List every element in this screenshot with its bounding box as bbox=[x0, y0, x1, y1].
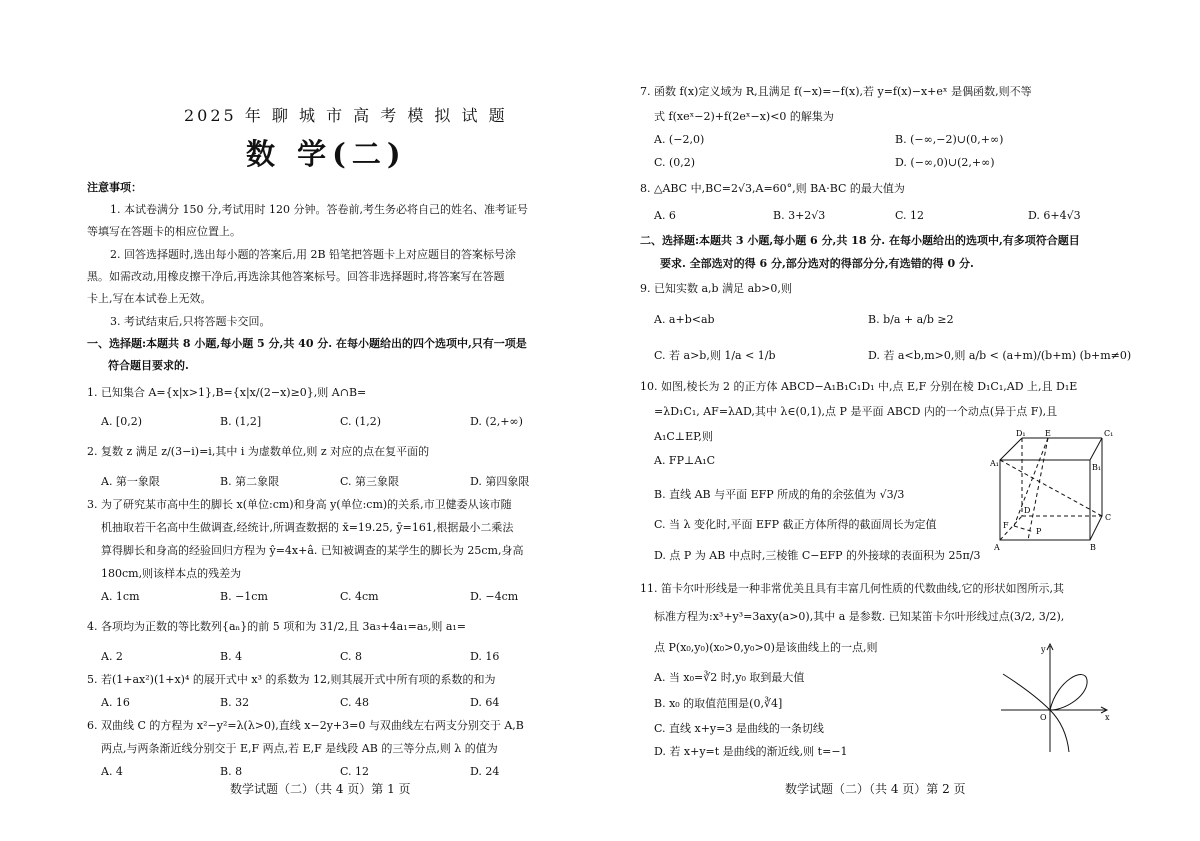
q4-option-b: B. 4 bbox=[220, 650, 243, 663]
q1-option-c: C. (1,2) bbox=[340, 415, 382, 428]
label-C: C bbox=[1105, 513, 1112, 522]
question-4-stem: 4. 各项均为正数的等比数列{aₙ}的前 5 项和为 31/2,且 3a₃+4a₁=a₅,则 a₁= bbox=[87, 620, 466, 633]
q8-option-b: B. 3+2√3 bbox=[773, 209, 826, 222]
cube-edge bbox=[1090, 516, 1102, 540]
page-footer: 数学试题（二）（共 4 页）第 1 页 bbox=[230, 782, 411, 796]
section2-heading: 二、选择题:本题共 3 小题,每小题 6 分,共 18 分. 在每小题给出的选项中,有多项符合题目 bbox=[640, 234, 1080, 247]
segment-FP bbox=[1014, 526, 1034, 532]
q6-option-d: D. 24 bbox=[470, 765, 500, 778]
label-E: E bbox=[1045, 429, 1051, 438]
q5-option-d: D. 64 bbox=[470, 696, 500, 709]
q11-option-d: D. 若 x+y=t 是曲线的渐近线,则 t=−1 bbox=[654, 745, 848, 758]
question-3-line: 机抽取若干名高中生做调查,经统计,所调查数据的 x̄=19.25, ȳ=161,根据最小二乘法 bbox=[101, 521, 514, 534]
question-10-line: 10. 如图,棱长为 2 的正方体 ABCD−A₁B₁C₁D₁ 中,点 E,F 分别在棱 D₁C₁,AD 上,且 D₁E bbox=[640, 380, 1078, 393]
q8-option-a: A. 6 bbox=[654, 209, 676, 222]
origin-label: O bbox=[1040, 713, 1047, 722]
question-11-line: 11. 笛卡尔叶形线是一种非常优美且具有丰富几何性质的代数曲线,它的形状如图所示,其 bbox=[640, 582, 1064, 595]
q2-option-b: B. 第二象限 bbox=[220, 475, 280, 488]
notice-line: 3. 考试结束后,只将答题卡交回。 bbox=[110, 315, 271, 328]
question-10-line: A₁C⊥EP,则 bbox=[654, 430, 713, 443]
q4-option-a: A. 2 bbox=[101, 650, 123, 663]
q9-option-c: C. 若 a>b,则 1/a < 1/b bbox=[654, 349, 776, 362]
label-B: B bbox=[1090, 543, 1096, 552]
question-6-line: 6. 双曲线 C 的方程为 x²−y²=λ(λ>0),直线 x−2y+3=0 与双曲线左右两支分别交于 A,B bbox=[87, 719, 524, 732]
segment-EP bbox=[1028, 438, 1048, 540]
label-A1: A₁ bbox=[990, 459, 999, 468]
folium-figure bbox=[995, 640, 1115, 756]
q4-option-c: C. 8 bbox=[340, 650, 363, 663]
cube-edge bbox=[1090, 438, 1102, 460]
question-8-stem: 8. △ABC 中,BC=2√3,A=60°,则 BA·BC 的最大值为 bbox=[640, 182, 905, 195]
q9-option-d: D. 若 a<b,m>0,则 a/b < (a+m)/(b+m) (b+m≠0) bbox=[868, 349, 1132, 362]
q7-option-a: A. (−2,0) bbox=[654, 133, 705, 146]
label-F: F bbox=[1003, 521, 1009, 530]
q3-option-a: A. 1cm bbox=[101, 590, 140, 603]
q10-option-d: D. 点 P 为 AB 中点时,三棱锥 C−EFP 的外接球的表面积为 25π/3 bbox=[654, 549, 981, 562]
q8-option-d: D. 6+4√3 bbox=[1028, 209, 1081, 222]
label-A: A bbox=[994, 543, 1000, 552]
diagonal-A1C bbox=[1000, 460, 1102, 516]
cube-edge bbox=[1000, 438, 1022, 460]
q2-option-c: C. 第三象限 bbox=[340, 475, 400, 488]
label-D: D bbox=[1024, 506, 1031, 515]
label-P: P bbox=[1036, 527, 1042, 536]
section1-heading: 一、选择题:本题共 8 小题,每小题 5 分,共 40 分. 在每小题给出的四个选项中,只有一项是 bbox=[87, 337, 527, 350]
q11-option-b: B. x₀ 的取值范围是(0,∛4] bbox=[654, 697, 783, 710]
question-11-line: 点 P(x₀,y₀)(x₀>0,y₀>0)是该曲线上的一点,则 bbox=[654, 641, 878, 654]
cube-figure bbox=[990, 428, 1150, 556]
notice-line: 1. 本试卷满分 150 分,考试用时 120 分钟。答卷前,考生务必将自己的姓名、准考证号 bbox=[110, 203, 528, 216]
question-9-stem: 9. 已知实数 a,b 满足 ab>0,则 bbox=[640, 282, 792, 295]
q4-option-d: D. 16 bbox=[470, 650, 500, 663]
label-D1: D₁ bbox=[1016, 429, 1026, 438]
q3-option-c: C. 4cm bbox=[340, 590, 379, 603]
q10-option-c: C. 当 λ 变化时,平面 EFP 截正方体所得的截面周长为定值 bbox=[654, 518, 937, 531]
question-10-line: =λD₁C₁, AF=λAD,其中 λ∈(0,1),点 P 是平面 ABCD 内的一个动点(异于点 F),且 bbox=[654, 405, 1058, 418]
exam-subject: 数 学(二) bbox=[246, 137, 407, 171]
question-6-line: 两点,与两条渐近线分别交于 E,F 两点,若 E,F 是线段 AB 的三等分点,则 λ 的值为 bbox=[101, 742, 498, 755]
cube-front-face bbox=[1000, 460, 1090, 540]
q10-option-b: B. 直线 AB 与平面 EFP 所成的角的余弦值为 √3/3 bbox=[654, 488, 905, 501]
q3-option-d: D. −4cm bbox=[470, 590, 519, 603]
exam-title: 2025 年 聊 城 市 高 考 模 拟 试 题 bbox=[184, 106, 508, 125]
q9-option-a: A. a+b<ab bbox=[654, 313, 715, 326]
section2-heading-cont: 要求. 全部选对的得 6 分,部分选对的得部分分,有选错的得 0 分. bbox=[660, 257, 974, 270]
q7-option-d: D. (−∞,0)∪(2,+∞) bbox=[895, 156, 995, 169]
q7-option-c: C. (0,2) bbox=[654, 156, 696, 169]
q7-option-b: B. (−∞,−2)∪(0,+∞) bbox=[895, 133, 1004, 146]
q6-option-c: C. 12 bbox=[340, 765, 370, 778]
notice-heading: 注意事项： bbox=[87, 181, 142, 194]
segment-EF bbox=[1014, 438, 1048, 526]
question-3-line: 180cm,则该样本点的残差为 bbox=[101, 567, 242, 580]
q5-option-a: A. 16 bbox=[101, 696, 130, 709]
q2-option-a: A. 第一象限 bbox=[101, 475, 160, 488]
question-7-line: 7. 函数 f(x)定义域为 R,且满足 f(−x)=−f(x),若 y=f(x)−x+eˣ 是偶函数,则不等 bbox=[640, 85, 1032, 98]
q11-option-a: A. 当 x₀=∛2 时,y₀ 取到最大值 bbox=[654, 671, 805, 684]
section1-heading-cont: 符合题目要求的. bbox=[108, 359, 189, 372]
q10-option-a: A. FP⊥A₁C bbox=[654, 454, 716, 467]
question-11-line: 标准方程为:x³+y³=3axy(a>0),其中 a 是参数. 已知某笛卡尔叶形线过点(3/2, 3/2), bbox=[654, 610, 1065, 623]
question-3-line: 3. 为了研究某市高中生的脚长 x(单位:cm)和身高 y(单位:cm)的关系,市卫健委从该市随 bbox=[87, 498, 512, 511]
q3-option-b: B. −1cm bbox=[220, 590, 268, 603]
page-right bbox=[600, 0, 1200, 841]
q6-option-a: A. 4 bbox=[101, 765, 123, 778]
folium-loop bbox=[1050, 675, 1087, 710]
question-2-stem: 2. 复数 z 满足 z/(3−i)=i,其中 i 为虚数单位,则 z 对应的点在复平面的 bbox=[87, 445, 430, 458]
notice-line: 2. 回答选择题时,选出每小题的答案后,用 2B 铅笔把答题卡上对应题目的答案标号涂 bbox=[110, 248, 517, 261]
notice-line: 卡上,写在本试卷上无效。 bbox=[87, 292, 212, 305]
question-7-line: 式 f(xeˣ−2)+f(2eˣ−x)<0 的解集为 bbox=[654, 110, 834, 123]
q11-option-c: C. 直线 x+y=3 是曲线的一条切线 bbox=[654, 722, 824, 735]
q2-option-d: D. 第四象限 bbox=[470, 475, 530, 488]
notice-line: 黑。如需改动,用橡皮擦干净后,再选涂其他答案标号。回答非选择题时,将答案写在答题 bbox=[87, 270, 505, 283]
x-axis-label: x bbox=[1105, 713, 1110, 722]
label-B1: B₁ bbox=[1092, 463, 1102, 472]
folium-branches bbox=[1003, 674, 1069, 752]
q9-option-b: B. b/a + a/b ≥2 bbox=[868, 313, 954, 326]
q1-option-d: D. (2,+∞) bbox=[470, 415, 523, 428]
q1-option-a: A. [0,2) bbox=[101, 415, 143, 428]
q1-option-b: B. (1,2] bbox=[220, 415, 262, 428]
question-1-stem: 1. 已知集合 A={x|x>1},B={x|x/(2−x)≥0},则 A∩B= bbox=[87, 386, 367, 399]
q6-option-b: B. 8 bbox=[220, 765, 243, 778]
q8-option-c: C. 12 bbox=[895, 209, 925, 222]
y-axis-label: y bbox=[1041, 645, 1046, 654]
question-5-stem: 5. 若(1+ax²)(1+x)⁴ 的展开式中 x³ 的系数为 12,则其展开式中所有项的系数的和为 bbox=[87, 673, 496, 686]
page-footer: 数学试题（二）（共 4 页）第 2 页 bbox=[785, 782, 966, 796]
label-C1: C₁ bbox=[1104, 429, 1114, 438]
q5-option-c: C. 48 bbox=[340, 696, 370, 709]
q5-option-b: B. 32 bbox=[220, 696, 250, 709]
question-3-line: 算得脚长和身高的经验回归方程为 ŷ=4x+â. 已知被调查的某学生的脚长为 25cm,身高 bbox=[101, 544, 524, 557]
notice-line: 等填写在答题卡的相应位置上。 bbox=[87, 225, 241, 238]
